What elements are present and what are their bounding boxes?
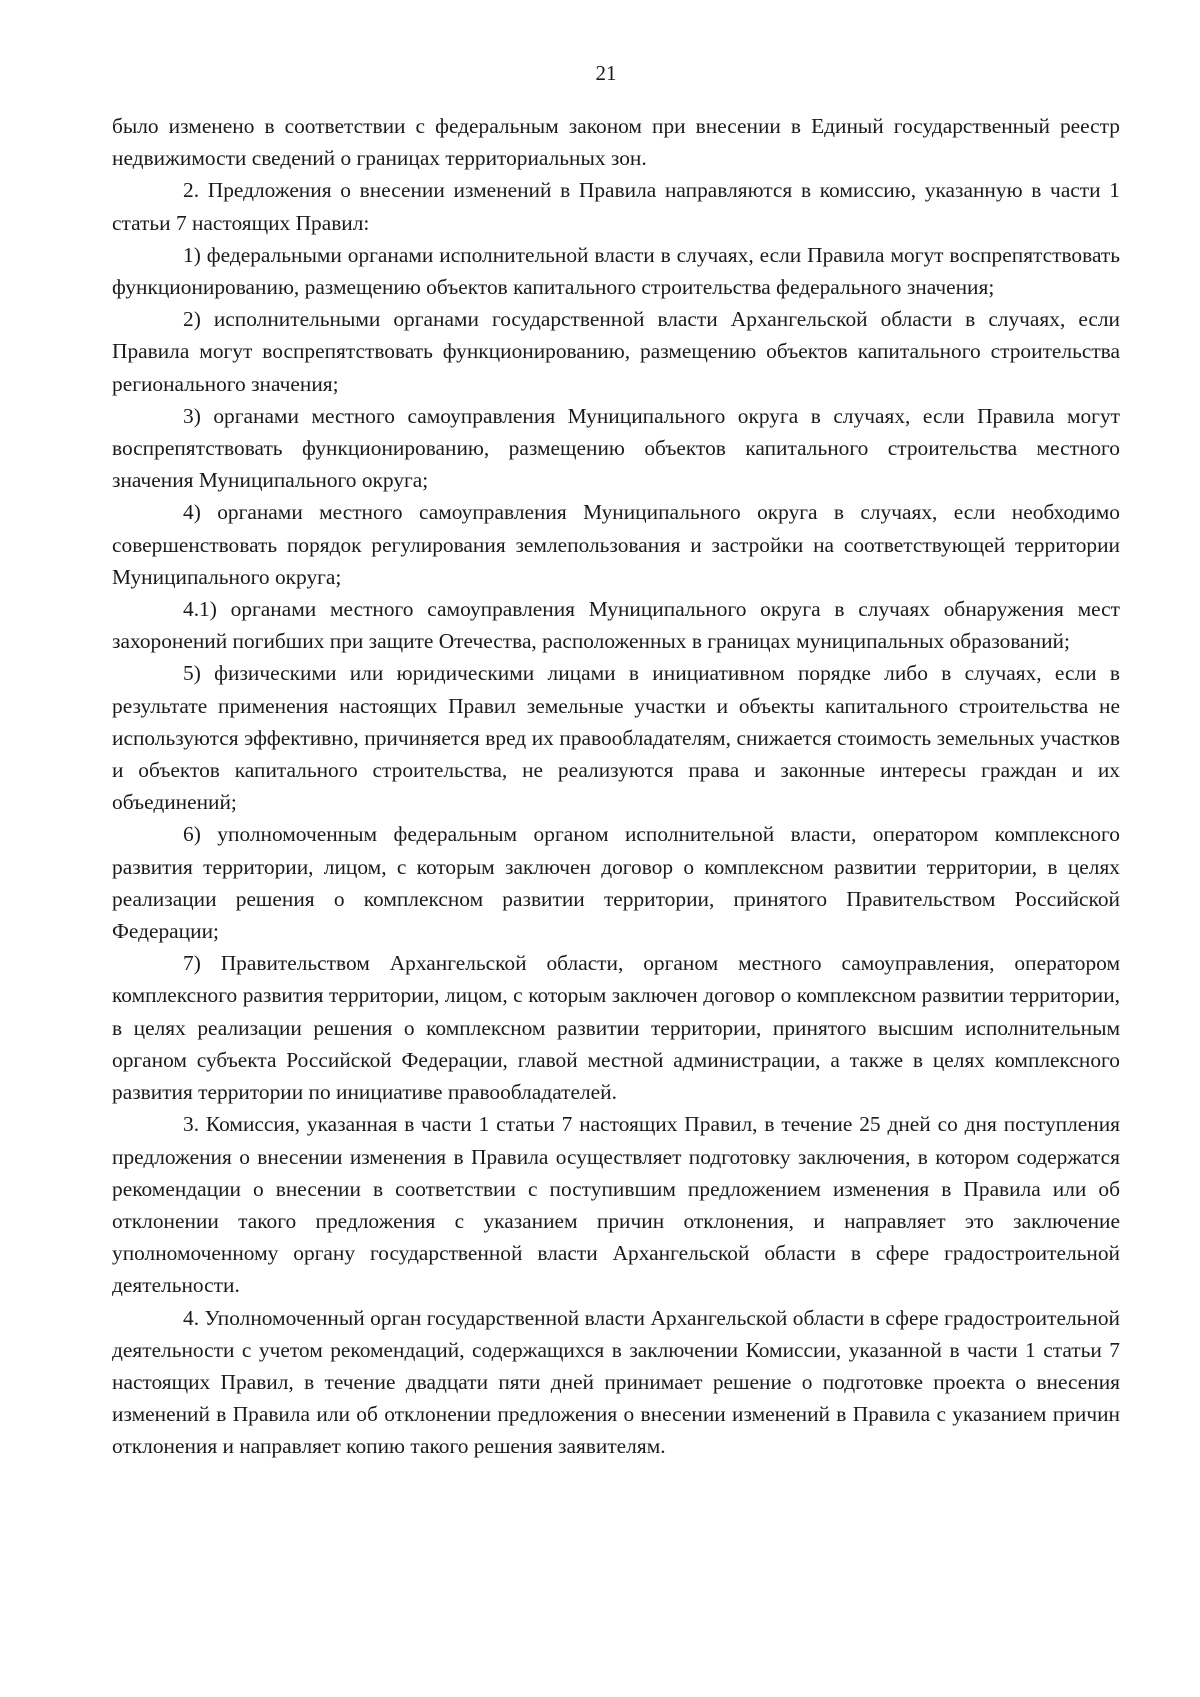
paragraph-section-2: 2. Предложения о внесении изменений в Правила направляются в комиссию, указанную в части 1 статьи 7 настоящих Правил: [112,178,1120,235]
list-item-4-1: 4.1) органами местного самоуправления Муниципального округа в случаях обнаружения мест захоронений погибших при защите Отечества, расположенных в границах муниципальных образований; [112,597,1120,654]
list-item-2: 2) исполнительными органами государственной власти Архангельской области в случаях, если Правила могут воспрепятствовать функционированию, размещению объектов капитального строительства регионального значения; [112,307,1120,396]
list-item-3: 3) органами местного самоуправления Муниципального округа в случаях, если Правила могут воспрепятствовать функционированию, размещению объектов капитального строительства местного значения Муниципального округа; [112,403,1120,493]
paragraph-section-3: 3. Комиссия, указанная в части 1 статьи 7 настоящих Правил, в течение 25 дней со дня поступления предложения о внесении изменения в Правила осуществляет подготовку заключения, в котором содержатся рекомендации о внесении в соответствии с поступившим предложением изменения в Правила или об отклонении такого предложения с указанием причин отклонения, и направляет это заключение уполномоченному органу государственной власти Архангельской области в сфере градостроительной деятельности. [112,1112,1120,1298]
list-item-4: 4) органами местного самоуправления Муниципального округа в случаях, если необходимо совершенствовать порядок регулирования землепользования и застройки на соответствующей территории Муниципального округа; [112,500,1120,589]
document-body [112,110,1120,1463]
list-item-1: 1) федеральными органами исполнительной власти в случаях, если Правила могут воспрепятствовать функционированию, размещению объектов капитального строительства федерального значения; [112,242,1120,300]
paragraph-continuation: было изменено в соответствии с федеральным законом при внесении в Единый государственный реестр недвижимости сведений о границах территориальных зон. [112,114,1120,171]
paragraph-section-4: 4. Уполномоченный орган государственной власти Архангельской области в сфере градостроительной деятельности с учетом рекомендаций, содержащихся в заключении Комиссии, указанной в части 1 статьи 7 настоящих Правил, в течение двадцати пяти дней принимает решение о подготовке проекта о внесения изменений в Правила или об отклонении предложения о внесении изменений в Правила с указанием причин отклонения и направляет копию такого решения заявителям. [112,1305,1120,1459]
list-item-7: 7) Правительством Архангельской области, органом местного самоуправления, оператором комплексного развития территории, лицом, с которым заключен договор о комплексном развитии территории, в целях реализации решения о комплексном развитии территории, принятого высшим исполнительным органом субъекта Российской Федерации, главой местной администрации, а также в целях комплексного развития территории по инициативе правообладателей. [112,951,1120,1105]
list-item-6: 6) уполномоченным федеральным органом исполнительной власти, оператором комплексного развития территории, лицом, с которым заключен договор о комплексном развитии территории, в целях реализации решения о комплексном развитии территории, принятого Правительством Российской Федерации; [112,822,1120,944]
list-item-5: 5) физическими или юридическими лицами в инициативном порядке либо в случаях, если в результате применения настоящих Правил земельные участки и объекты капитального строительства не используются эффективно, причиняется вред их правообладателям, снижается стоимость земельных участков и объектов капитального строительства, не реализуются права и законные интересы граждан и их объединений; [112,661,1120,815]
page-number: 21 [595,61,617,85]
